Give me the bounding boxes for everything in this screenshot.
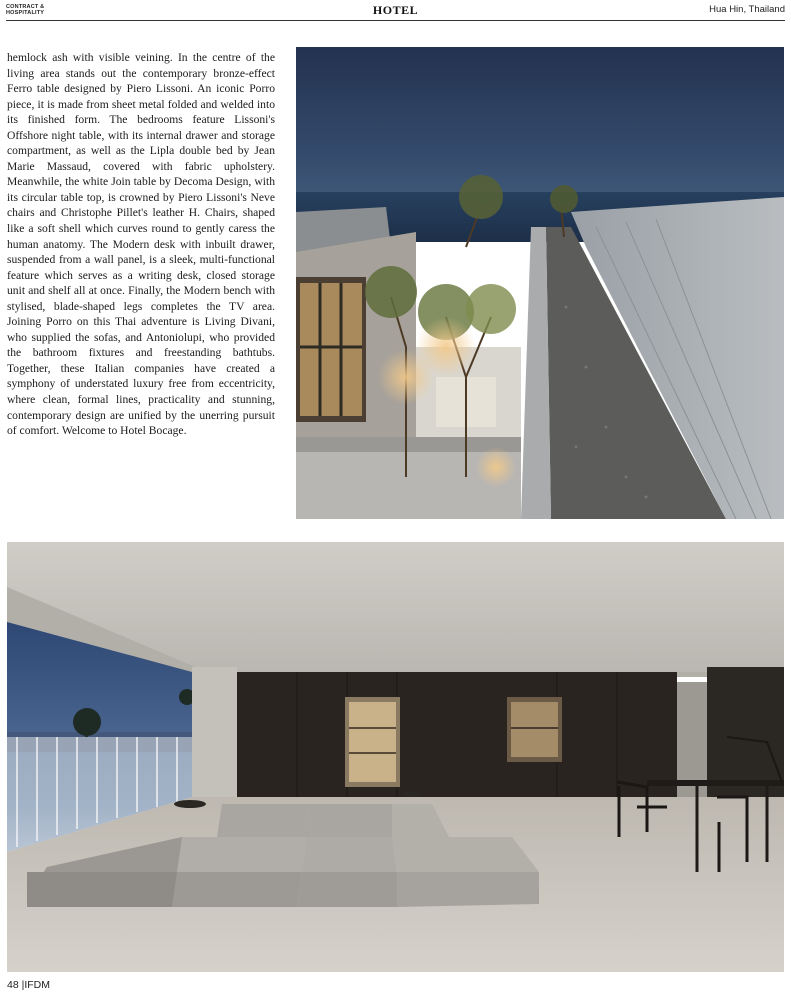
brand-line-1: CONTRACT & — [6, 4, 45, 10]
location-label: Hua Hin, Thailand — [709, 4, 785, 15]
footer-separator: | — [21, 979, 25, 991]
page-header — [0, 0, 791, 24]
page-footer — [7, 979, 50, 991]
publication-name: IFDM — [24, 979, 51, 991]
interior-living-photo — [7, 542, 784, 972]
brand-line-2: HOSPITALITY — [6, 10, 45, 16]
exterior-night-photo — [296, 47, 784, 519]
page-number: 48 — [7, 979, 19, 991]
article-paragraph: hemlock ash with visible veining. In the centre of the living area stands out the contemporary bronze-effect Ferro table designed by Piero Lissoni. An iconic Porro piece, it is made from sheet metal folded and welded into its finished form. The bedrooms feature Lissoni's Offshore night table, with its internal drawer and storage compartment, as well as the Lipla double bed by Jean Marie Massaud, covered with fabric upholstery. Meanwhile, the white Join table by Decoma Design, with its circular table top, is crowned by Piero Lissoni's Neve chairs and Christophe Pillet's leather H. Chairs, shaped like a soft shell which curves round to gently caress the human anatomy. The Modern desk with inbuilt drawer, suspended from a wall panel, is a sleek, multi-functional feature which serves as a writing desk, closed storage unit and shelf all at once. Finally, the Modern bench with stylised, blade-shaped legs completes the TV area. Joining Porro on this Thai adventure is Living Divani, who supplied the sofas, and Antoniolupi, who provided the bathroom fixtures and freestanding bathtubs. Together, these Italian companies have created a symphony of understated luxury free from eccentricity, where clean, formal lines, practicality and stunning, contemporary design are unified by the unerring pursuit of comfort. Welcome to Hotel Bocage. — [7, 51, 275, 438]
section-title: HOTEL — [372, 3, 419, 17]
header-rule — [6, 20, 785, 21]
article-body — [7, 50, 275, 530]
